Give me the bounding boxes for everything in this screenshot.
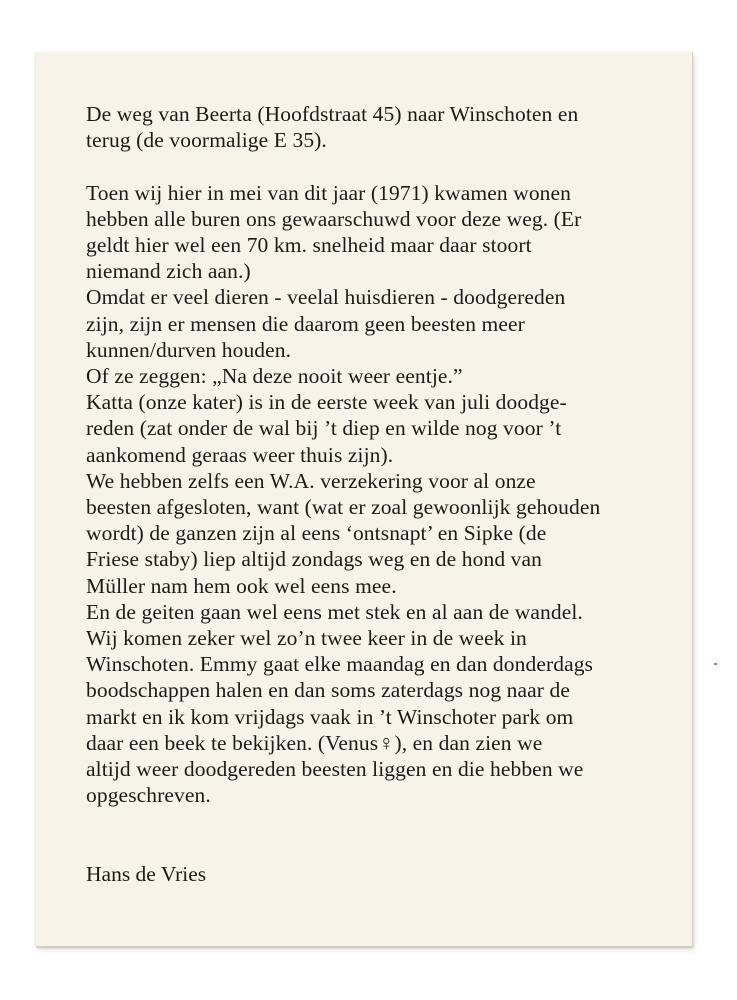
- text-line: beesten afgesloten, want (wat er zoal gewoonlijk gehouden: [86, 495, 601, 520]
- text-line: We hebben zelfs een W.A. verzekering voor al onze: [86, 468, 536, 493]
- text-line: hebben alle buren ons gewaarschuwd voor deze weg. (Er: [86, 206, 582, 231]
- ink-speck: [714, 663, 717, 665]
- text-line: Müller nam hem ook wel eens mee.: [86, 573, 397, 598]
- paragraph-route: [86, 101, 686, 153]
- text-line: boodschappen halen en dan soms zaterdags nog naar de: [86, 678, 571, 703]
- text-line: reden (zat onder de wal bij ’t diep en wilde nog voor ’t: [86, 416, 562, 441]
- text-line: Omdat er veel dieren - veelal huisdieren - doodgereden: [86, 285, 566, 310]
- text-line: Wij komen zeker wel zo’n twee keer in de week in: [86, 626, 527, 651]
- text-line: wordt) de ganzen zijn al eens ‘ontsnapt’ en Sipke (de: [86, 521, 547, 546]
- text-line: daar een beek te bekijken. (Venus♀), en dan zien we: [86, 730, 543, 755]
- text-line: zijn, zijn er mensen die daarom geen beesten meer: [86, 311, 525, 336]
- text-line: Winschoten. Emmy gaat elke maandag en dan donderdags: [86, 652, 594, 677]
- text-line: terug (de voormalige E 35).: [86, 128, 327, 153]
- text-line: markt en ik kom vrijdags vaak in ’t Winschoter park om: [86, 704, 574, 729]
- body-text: [86, 101, 686, 808]
- paragraph-account: [86, 180, 686, 809]
- text-line: opgeschreven.: [86, 783, 211, 808]
- text-line: niemand zich aan.): [86, 259, 251, 284]
- text-line: Friese staby) liep altijd zondags weg en de hond van: [86, 547, 542, 572]
- text-line: altijd weer doodgereden beesten liggen en die hebben we: [86, 757, 584, 782]
- printed-page: [36, 52, 693, 947]
- paragraph-gap: [86, 153, 686, 179]
- text-line: Toen wij hier in mei van dit jaar (1971) kwamen wonen: [86, 180, 572, 205]
- text-line: kunnen/durven houden.: [86, 337, 292, 362]
- text-line: aankomend geraas weer thuis zijn).: [86, 442, 394, 467]
- signature: Hans de Vries: [86, 862, 207, 886]
- text-line: En de geiten gaan wel eens met stek en al aan de wandel.: [86, 599, 583, 624]
- text-line: Katta (onze kater) is in de eerste week van juli doodge-: [86, 390, 567, 415]
- text-line: Of ze zeggen: „Na deze nooit weer eentje.”: [86, 364, 463, 389]
- text-line: De weg van Beerta (Hoofdstraat 45) naar Winschoten en: [86, 102, 579, 126]
- text-line: geldt hier wel een 70 km. snelheid maar daar stoort: [86, 233, 532, 257]
